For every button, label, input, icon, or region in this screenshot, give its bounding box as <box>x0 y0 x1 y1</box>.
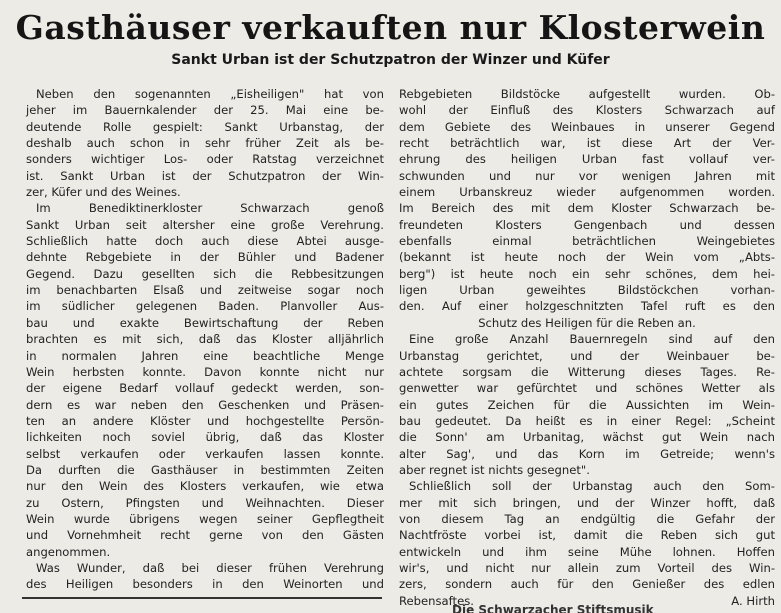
text-line: Wein herbsten konnte. Davon konnte nicht nur <box>26 364 384 379</box>
closing-word: Rebensaftes. <box>399 593 474 608</box>
text-line: Eine große Anzahl Bauernregeln sind auf den <box>409 332 775 347</box>
text-line: dem Gebiete des Weinbaues in unserer Gegend <box>399 119 775 134</box>
text-line: Schließlich soll der Urbanstag auch den Som- <box>409 479 775 494</box>
text-line: der eigene Bedarf vollauf gedeckt werden, son- <box>26 381 384 396</box>
text-line: Neben den sogenannten „Eisheiligen" hat von <box>36 87 384 101</box>
text-line: den. Auf einer holzgeschnitzten Tafel ruft es den <box>399 299 775 314</box>
text-line: angenommen. <box>26 544 111 559</box>
text-line: dern es war neben den Geschenken und Präsen- <box>26 397 384 412</box>
text-line: des Heiligen besonders in den Weinorten und <box>26 577 384 592</box>
text-line: Was Wunder, daß bei dieser frühen Verehrung <box>36 560 384 575</box>
text-line: zers, sondern auch für den Genießer des edlen <box>399 577 775 592</box>
text-line: Urbanstag gerichtet, und der Weinbauer be- <box>399 348 775 363</box>
text-line: Wein wurde übrigens wegen seiner Gepflegtheit <box>26 511 384 526</box>
text-line: Rebgebieten Bildstöcke aufgestellt wurden. Ob- <box>399 87 775 101</box>
text-line: recht beträchtlich war, ist diese Art der Ver- <box>399 136 775 151</box>
column-rule <box>22 597 382 599</box>
text-line: bau und exakte Bewirtschaftung der Reben <box>26 315 384 330</box>
text-line: Sankt Urban seit altersher eine große Verehrung. <box>26 217 384 232</box>
text-line: ehrung des heiligen Urban fast vollauf ver- <box>399 152 775 167</box>
text-line: ligen Urban geweihtes Bildstöckchen vorhan- <box>399 283 775 298</box>
text-line: einem Urbanskreuz wieder aufgenommen worden. <box>399 185 775 200</box>
text-line: Nachtfröste vorbei ist, damit die Reben sich gut <box>399 528 775 543</box>
text-line: entwickeln und ihm seine Mühe lohnen. Hoffen <box>399 544 775 559</box>
headline: Gasthäuser verkauften nur Klosterwein <box>15 8 766 47</box>
subheadline: Sankt Urban ist der Schutzpatron der Winzer und Küfer <box>171 52 610 68</box>
text-line: sonders wichtiger Los- oder Ratstag verzeichnet <box>26 152 384 167</box>
text-line: dehnte Rebgebiete in der Bühler und Badener <box>26 250 384 265</box>
text-line: Schutz des Heiligen für die Reben an. <box>478 315 696 330</box>
text-line: aber regnet ist nichts gesegnet". <box>399 462 590 477</box>
text-line: zu Ostern, Pfingsten und Weihnachten. Dieser <box>26 495 384 510</box>
text-line: bau gedeutet. Da heißt es in einer Regel: „Scheint <box>399 413 775 428</box>
text-line: wohl der Einfluß des Klosters Schwarzach auf <box>399 103 775 118</box>
text-line: mer mit sich bringen, und der Winzer hofft, daß <box>399 495 775 510</box>
author-name: A. Hirth <box>731 593 775 608</box>
text-line: achtete sorgsam die Witterung dieses Tages. Re- <box>399 364 775 379</box>
text-line: brachten es mit sich, daß das Kloster alljährlich <box>26 332 384 347</box>
text-line: selbst verkaufen oder verkaufen lassen konnte. <box>26 446 384 461</box>
text-line: im benachbarten Elsaß und zeitweise sogar noch <box>26 283 384 298</box>
text-line: wir's, und nicht nur allein zum Vorteil des Win- <box>399 560 775 575</box>
text-line: zer, Küfer und des Weines. <box>26 185 181 200</box>
text-line: von diesem Tag an endgültig die Gefahr der <box>399 511 775 526</box>
text-line: ist. Sankt Urban ist der Schutzpatron der Win- <box>26 168 384 183</box>
text-line: Im Bereich des mit dem Kloster Schwarzach be- <box>399 201 775 216</box>
text-line: ebenfalls einmal beträchtlichen Weingebietes <box>399 234 775 249</box>
text-line: Im Benediktinerkloster Schwarzach genoß <box>36 201 384 216</box>
text-line: alter Sag', und das Korn im Getreide; wenn's <box>399 446 775 461</box>
text-line: schwunden und nur vor wenigen Jahren mit <box>399 168 775 183</box>
right-column <box>399 86 775 609</box>
text-line: deshalb auch schon in sehr früher Zeit als be- <box>26 136 384 151</box>
text-line: und Vornehmheit recht gerne von den Gästen <box>26 528 384 543</box>
text-line: jeher im Bauernkalender der 25. Mai eine be- <box>26 103 384 118</box>
text-line: Gegend. Dazu gesellten sich die Rebbesitzungen <box>26 266 384 281</box>
text-line: in normalen Jahren eine beachtliche Menge <box>26 348 384 363</box>
text-line: nur den Wein des Klosters verkaufen, wie etwa <box>26 479 384 494</box>
text-line: ein gutes Zeichen für die Aussichten im Wein- <box>399 397 775 412</box>
left-column <box>26 86 384 593</box>
text-line: freundeten Klosters Gengenbach und dessen <box>399 217 775 232</box>
text-line: berg") ist heute noch ein sehr schönes, dem hei- <box>399 266 775 281</box>
text-line: (bekannt ist heute noch der Wein vom „Abts- <box>399 250 775 265</box>
text-line: Da durften die Gasthäuser in bestimmten Zeiten <box>26 462 384 477</box>
text-line: lichkeiten noch soviel übrig, daß das Kloster <box>26 430 384 445</box>
text-line: deutende Rolle gespielt: Sankt Urbanstag, der <box>26 119 384 134</box>
text-line: Schließlich hatte doch auch diese Abtei ausge- <box>26 234 384 249</box>
text-line: ten an andere Klöster und hochgestellte Persön- <box>26 413 384 428</box>
text-line: die Sonn' am Urbanitag, wächst gut Wein nach <box>399 430 775 445</box>
text-line: im südlicher gelegenen Baden. Planvoller Aus- <box>26 299 384 314</box>
text-line: genwetter war gefürchtet und schönes Wetter als <box>399 381 775 396</box>
next-article-headline-fragment: Die Schwarzacher Stiftsmusik <box>452 603 654 613</box>
